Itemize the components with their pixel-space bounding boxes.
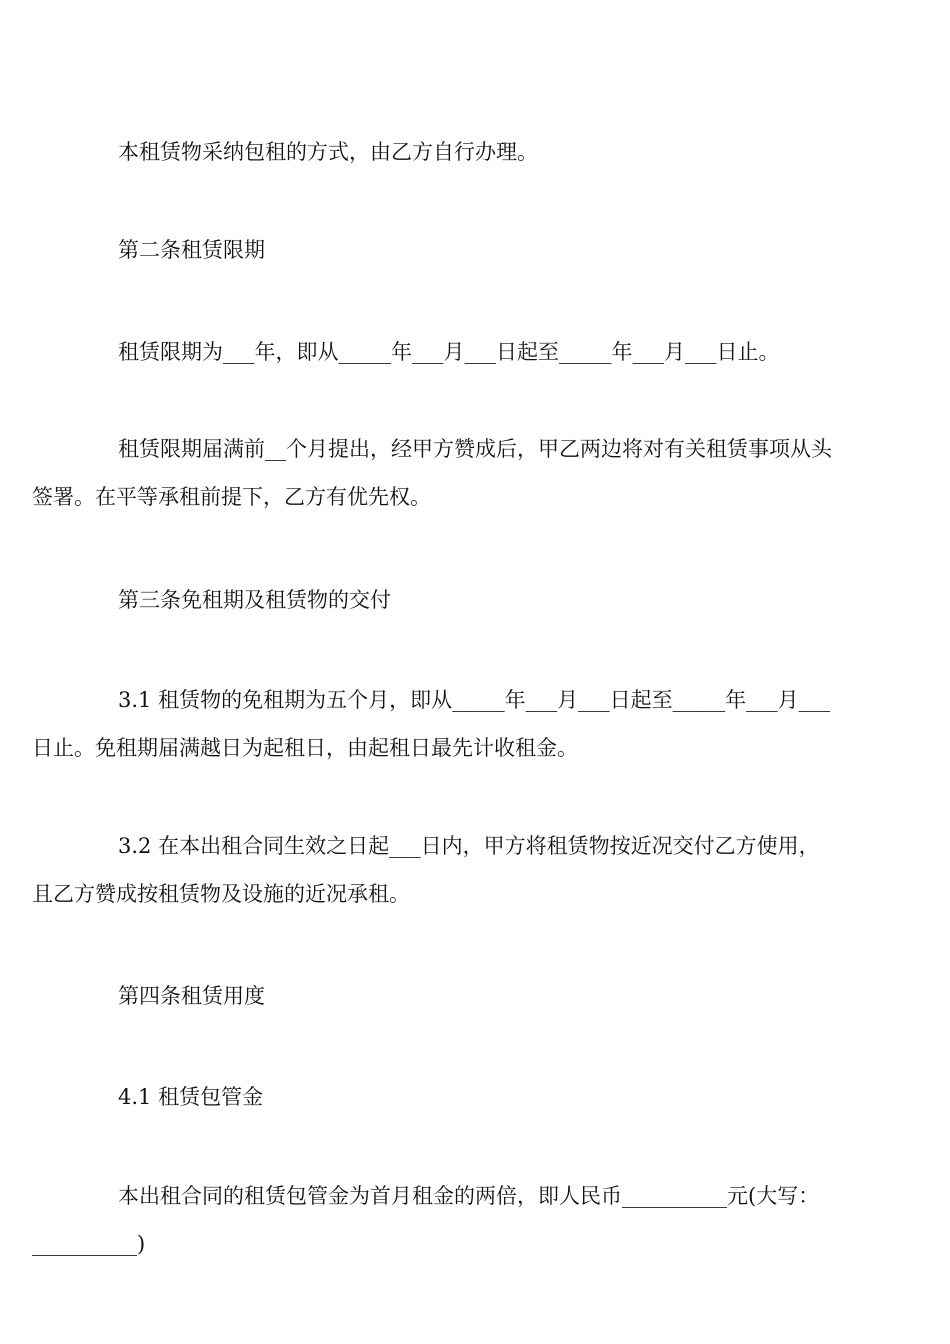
heading-text: 第二条租赁限期 <box>118 238 265 262</box>
paragraph-text: 租赁限期为___年，即从_____年___月___日起至_____年___月___日止。 <box>118 340 780 364</box>
paragraph-3-2 <box>32 822 878 918</box>
paragraph-line-1: 本出租合同的租赁包管金为首月租金的两倍，即人民币__________元(大写： <box>118 1184 820 1208</box>
heading-4-1 <box>75 1073 878 1121</box>
paragraph-line-2: 且乙方赞成按租赁物及设施的近况承租。 <box>32 882 410 906</box>
paragraph-renewal <box>32 425 878 521</box>
paragraph-text: 本租赁物采纳包租的方式，由乙方自行办理。 <box>118 140 538 164</box>
paragraph-line-2: 日止。免租期届满越日为起租日，由起租日最先计收租金。 <box>32 736 578 760</box>
paragraph-line-1: 3.2 在本出租合同生效之日起___日内，甲方将租赁物按近况交付乙方使用， <box>118 834 820 858</box>
paragraph-line-2: __________) <box>32 1232 146 1256</box>
heading-text: 第三条免租期及租赁物的交付 <box>118 588 391 612</box>
paragraph-line-1: 租赁限期届满前__个月提出，经甲方赞成后，甲乙两边将对有关租赁事项从头 <box>118 437 832 461</box>
heading-article-2 <box>75 226 878 274</box>
paragraph-lease-term <box>75 328 878 376</box>
paragraph-line-2: 签署。在平等承租前提下，乙方有优先权。 <box>32 485 431 509</box>
heading-text: 第四条租赁用度 <box>118 984 265 1008</box>
paragraph-line-1: 3.1 租赁物的免租期为五个月，即从_____年___月___日起至_____年___月___ <box>118 688 831 712</box>
paragraph-3-1 <box>32 676 878 772</box>
heading-article-3 <box>75 576 878 624</box>
heading-article-4 <box>75 972 878 1020</box>
paragraph-deposit <box>32 1172 878 1268</box>
heading-text: 4.1 租赁包管金 <box>118 1085 264 1109</box>
paragraph-lease-method <box>75 128 878 176</box>
